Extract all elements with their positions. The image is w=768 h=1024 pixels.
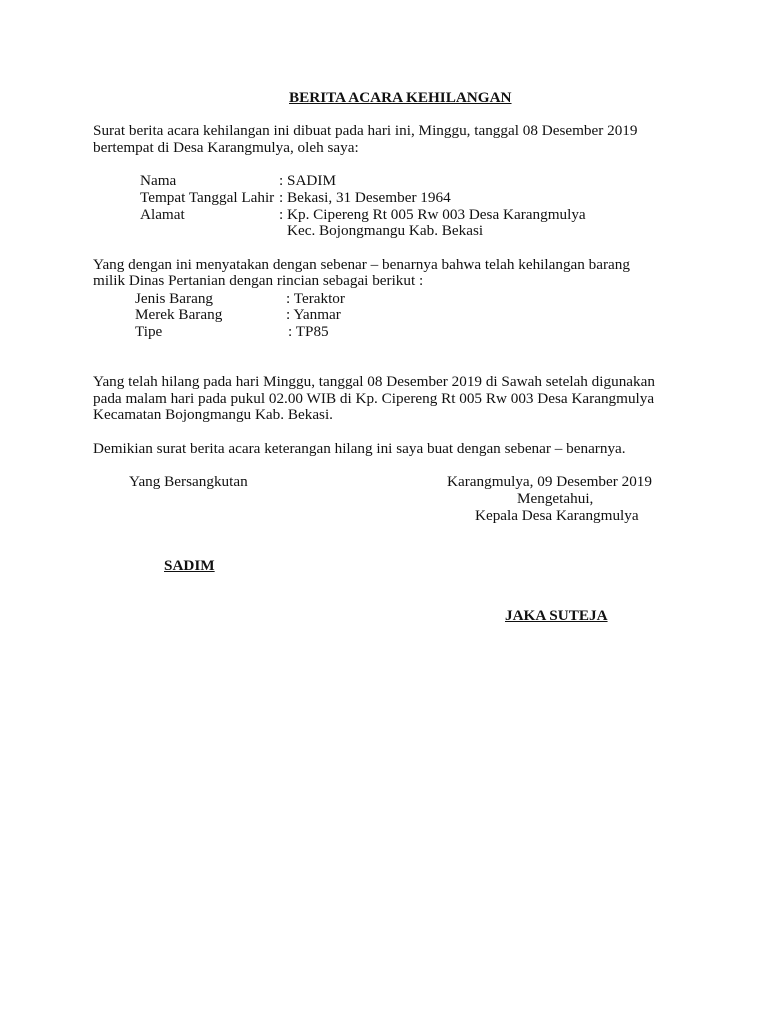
item-value-model: : TP85	[288, 323, 329, 340]
signatory-left-name: SADIM	[164, 557, 215, 574]
item-value-brand: : Yanmar	[286, 306, 341, 323]
acknowledged-label: Mengetahui,	[517, 490, 594, 507]
loss-line-3: Kecamatan Bojongmangu Kab. Bekasi.	[93, 406, 333, 423]
statement-line-2: milik Dinas Pertanian dengan rincian sebagai berikut :	[93, 272, 424, 289]
item-label-brand: Merek Barang	[135, 306, 223, 323]
identity-label-address: Alamat	[140, 206, 185, 223]
item-value-type: : Teraktor	[286, 290, 345, 307]
item-label-model: Tipe	[135, 323, 163, 340]
document-title: BERITA ACARA KEHILANGAN	[289, 89, 512, 106]
signatory-right-role: Kepala Desa Karangmulya	[475, 507, 639, 524]
intro-line-1: Surat berita acara kehilangan ini dibuat pada hari ini, Minggu, tanggal 08 Desember 2019	[93, 122, 638, 139]
signatory-right-name: JAKA SUTEJA	[505, 607, 608, 624]
item-label-type: Jenis Barang	[135, 290, 214, 307]
place-date: Karangmulya, 09 Desember 2019	[447, 473, 652, 490]
identity-label-name: Nama	[140, 172, 177, 189]
identity-value-name: : SADIM	[279, 172, 336, 189]
identity-value-address: : Kp. Cipereng Rt 005 Rw 003 Desa Karangmulya	[279, 206, 586, 223]
loss-line-2: pada malam hari pada pukul 02.00 WIB di Kp. Cipereng Rt 005 Rw 003 Desa Karangmulya	[93, 390, 655, 407]
identity-label-birth: Tempat Tanggal Lahir	[140, 189, 275, 206]
statement-line-1: Yang dengan ini menyatakan dengan sebenar – benarnya bahwa telah kehilangan barang	[93, 256, 630, 273]
intro-line-2: bertempat di Desa Karangmulya, oleh saya:	[93, 139, 359, 156]
identity-value-birth: : Bekasi, 31 Desember 1964	[279, 189, 451, 206]
identity-value-address-2: Kec. Bojongmangu Kab. Bekasi	[287, 222, 484, 239]
signatory-left-label: Yang Bersangkutan	[129, 473, 248, 490]
loss-line-1: Yang telah hilang pada hari Minggu, tanggal 08 Desember 2019 di Sawah setelah digunakan	[93, 373, 655, 390]
closing-statement: Demikian surat berita acara keterangan hilang ini saya buat dengan sebenar – benarnya.	[93, 440, 626, 457]
